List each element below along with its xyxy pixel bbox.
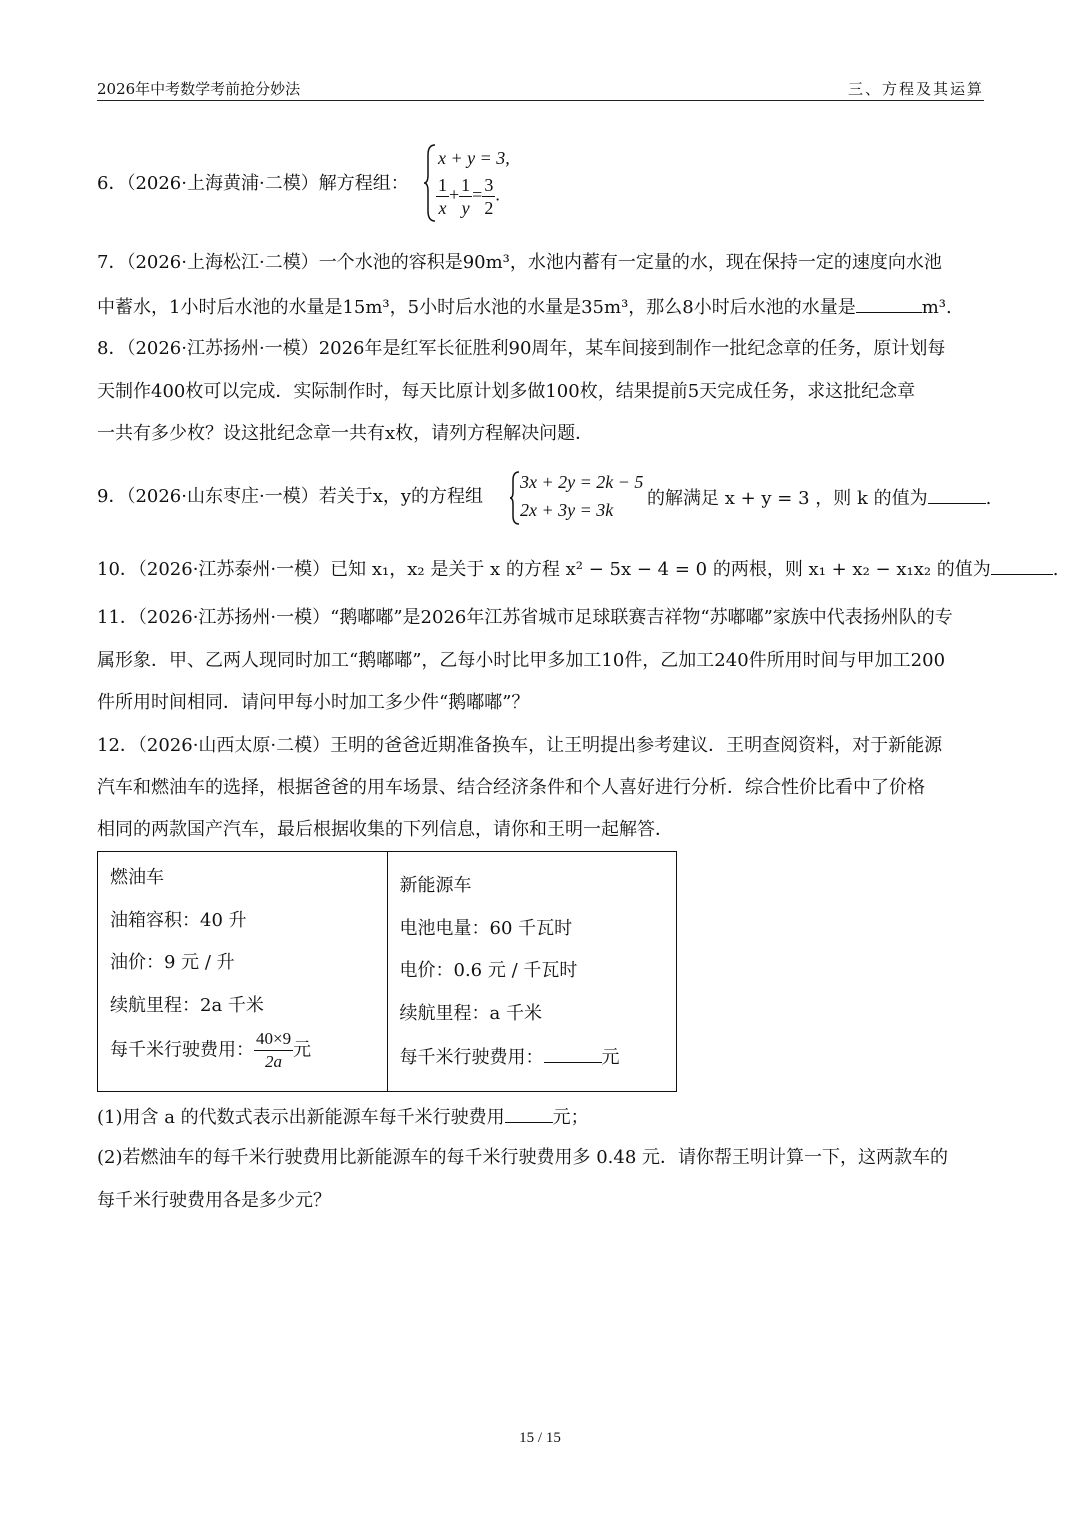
header-section: 三、方程及其运算	[847, 80, 984, 98]
q9-prefix: 9．（2026·山东枣庄·一模）若关于x，y的方程组	[97, 486, 484, 507]
q6-equation-1: x + y = 3,	[438, 148, 510, 168]
q10-text: 10．（2026·江苏泰州·一模）已知 x₁，x₂ 是关于 x 的方程 x² − 5x − 4 = 0 的两根，则 x₁ + x₂ − x₁x₂ 的值为 .	[97, 556, 1059, 582]
fuel-price: 油价：9 元 / 升	[110, 952, 235, 973]
fuel-cost: 每千米行驶费用： $\frac{40\times 9}{2a}$ 元	[110, 1029, 312, 1071]
q7-answer-blank	[856, 294, 922, 313]
q8-line-3: 一共有多少枚？设这批纪念章一共有x枚，请列方程解决问题．	[97, 423, 594, 444]
q6-equation-2: $\frac{1}{x}$ + $\frac{1}{y}$ = $\frac{3}{2}$ .	[438, 175, 500, 218]
q11-line-3: 件所用时间相同．请问甲每小时加工多少件“鹅嘟嘟”？	[97, 692, 530, 713]
ev-cost: 每千米行驶费用： 元	[400, 1044, 677, 1087]
q12-sub1-blank	[505, 1104, 553, 1123]
q6-brace	[423, 143, 437, 223]
q9-suffix: 的解满足 x + y = 3 ，则 k 的值为 .	[647, 485, 991, 511]
q12-sub-1: (1)用含 a 的代数式表示出新能源车每千米行驶费用 元；	[97, 1104, 589, 1130]
q9-answer-blank	[928, 485, 986, 504]
fuel-title: 燃油车	[110, 867, 164, 888]
ev-price: 电价：0.6 元 / 千瓦时	[399, 960, 578, 981]
q8-line-1: 8．（2026·江苏扬州·一模）2026年是红军长征胜利90周年，某车间接到制作一批纪念章的任务，原计划每	[97, 338, 946, 359]
q12-sub-2-line-1: (2)若燃油车的每千米行驶费用比新能源车的每千米行驶费用多 0.48 元．请你帮王明计算一下，这两款车的	[97, 1147, 949, 1168]
q11-line-2: 属形象．甲、乙两人现同时加工“鹅嘟嘟”，乙每小时比甲多加工10件，乙加工240件所用时间与甲加工200	[97, 650, 946, 671]
q10-answer-blank	[991, 556, 1053, 575]
q9-equation-1: 3x + 2y = 2k − 5	[520, 472, 644, 492]
ev-range: 续航里程：a 千米	[399, 1002, 542, 1024]
q6-prefix: 6．（2026·上海黄浦·二模）解方程组：	[97, 173, 409, 194]
ev-title: 新能源车	[399, 875, 472, 896]
fuel-car-cell	[98, 852, 388, 1092]
q12-sub-2-line-2: 每千米行驶费用各是多少元？	[97, 1190, 331, 1211]
q12-line-2: 汽车和燃油车的选择，根据爸爸的用车场景、结合经济条件和个人喜好进行分析．综合性价比看中了价格	[97, 777, 925, 798]
ev-car-cell	[387, 852, 677, 1092]
header-title: 2026年中考数学考前抢分妙法	[97, 80, 301, 98]
fuel-range: 续航里程：2a 千米	[110, 994, 264, 1016]
page-number: 15 / 15	[519, 1430, 561, 1446]
q12-line-1: 12．（2026·山西太原·二模）王明的爸爸近期准备换车，让王明提出参考建议．王明查阅资料，对于新能源	[97, 735, 943, 756]
fuel-tank: 油箱容积：40 升	[110, 909, 247, 931]
page-header	[97, 76, 984, 101]
q7-line-1: 7．（2026·上海松江·二模）一个水池的容积是90m³，水池内蓄有一定量的水，现在保持一定的速度向水池	[97, 252, 942, 273]
q9-equation-2: 2x + 3y = 3k	[520, 500, 614, 520]
q8-line-2: 天制作400枚可以完成．实际制作时，每天比原计划多做100枚，结果提前5天完成任务，求这批纪念章	[97, 381, 916, 402]
q12-line-3: 相同的两款国产汽车，最后根据收集的下列信息，请你和王明一起解答．	[97, 819, 673, 840]
car-comparison-table	[97, 851, 677, 1092]
ev-cost-blank	[544, 1044, 602, 1063]
ev-battery: 电池电量：60 千瓦时	[399, 917, 573, 939]
q7-line-2: 中蓄水，1小时后水池的水量是15m³，5小时后水池的水量是35m³，那么8小时后水池的水量是 m³.	[97, 294, 952, 320]
q11-line-1: 11．（2026·江苏扬州·一模）“鹅嘟嘟”是2026年江苏省城市足球联赛吉祥物“苏嘟嘟”家族中代表扬州队的专	[97, 607, 953, 628]
